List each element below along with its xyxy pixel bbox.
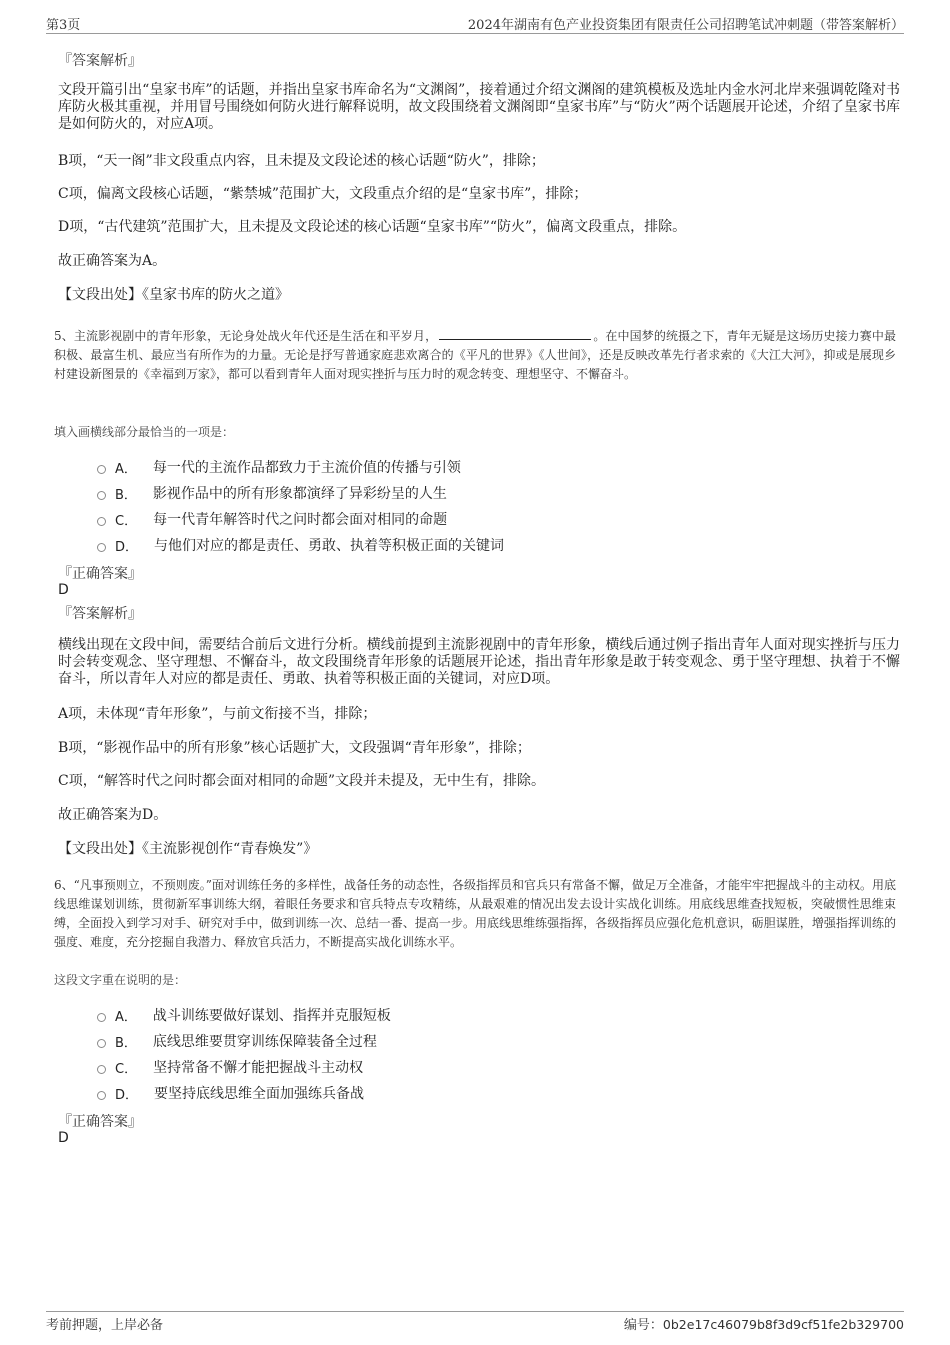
q5-conclusion: 故正确答案为D。 (58, 807, 168, 823)
q4-analysis-paragraph: 文段开篇引出“皇家书库”的话题，并指出皇家书库命名为“文渊阁”，接着通过介绍文渊阁的建筑模板及选址内金水河北岸来强调乾隆对书库防火极其重视，并用冒号围绕如何防火进行解释说明，故文段围绕着文渊阁即“皇家书库”与“防火”两个话题展开论述，介绍了皇家书库是如何防火的，对应A项。 (58, 82, 900, 132)
q4-analysis-c: C项，偏离文段核心话题，“紫禁城”范围扩大，文段重点介绍的是“皇家书库”，排除； (58, 186, 588, 202)
q6-option-a[interactable] (97, 1005, 391, 1025)
q4-conclusion: 故正确答案为A。 (58, 253, 167, 269)
fill-in-blank (439, 327, 591, 340)
option-text: 坚持常备不懈才能把握战斗主动权 (153, 1060, 364, 1076)
radio-button[interactable] (97, 491, 106, 500)
option-letter: A． (115, 1009, 137, 1025)
q6-answer-label: 『正确答案』 (58, 1114, 142, 1130)
q6-option-b[interactable] (97, 1031, 377, 1051)
q5-option-b[interactable] (97, 483, 447, 503)
option-letter: B． (115, 487, 137, 503)
code-label: 编号： (623, 1318, 663, 1333)
q5-analysis-label: 『答案解析』 (58, 606, 142, 622)
code-value: 0b2e17c46079b8f3d9cf51fe2b329700 (662, 1317, 904, 1332)
radio-button[interactable] (97, 517, 106, 526)
q5-option-a[interactable] (97, 457, 461, 477)
q5-analysis-a: A项，未体现“青年形象”，与前文衔接不当，排除； (58, 706, 377, 722)
option-text: 要坚持底线思维全面加强练兵备战 (154, 1086, 365, 1102)
q6-prompt: 这段文字重在说明的是： (54, 973, 187, 987)
document-code (624, 1314, 904, 1333)
q5-analysis-paragraph: 横线出现在文段中间，需要结合前后文进行分析。横线前提到主流影视剧中的青年形象，横线后通过例子指出青年人面对现实挫折与压力时会转变观念、坚守理想、不懈奋斗，故文段围绕青年形象的话题展开论述，指出青年形象是敢于转变观念、勇于坚守理想、执着于不懈奋斗，所以青年人对应的都是责任、勇敢、执着等积极正面的关键词，对应D项。 (58, 637, 900, 687)
option-letter: D． (115, 1087, 139, 1103)
q6-option-d[interactable] (97, 1083, 364, 1103)
q6-stem: 6、“凡事预则立，不预则废。”面对训练任务的多样性，战备任务的动态性，各级指挥员和官兵只有常备不懈，做足万全准备，才能牢牢把握战斗的主动权。用底线思维谋划训练，贯彻新军事训练大纲，着眼任务要求和官兵特点专攻精练，从最艰难的情况出发去设计实战化训练。用底线思维查找短板，突破惯性思维束缚，全面投入到学习对手、研究对手中，做到训练一次、总结一番、提高一步。用底线思维练强指挥，各级指挥员应强化危机意识，砺胆谋胜，增强指挥训练的强度、难度，充分挖掘自我潜力、释放官兵活力，不断提高实战化训练水平。 (54, 878, 896, 949)
page-number: 第3页 (46, 18, 81, 33)
radio-button[interactable] (97, 1091, 106, 1100)
q5-stem-before: 5、主流影视剧中的青年形象，无论身处战火年代还是生活在和平岁月， (54, 329, 438, 343)
option-text: 每一代的主流作品都致力于主流价值的传播与引领 (152, 460, 461, 476)
radio-button[interactable] (97, 1013, 106, 1022)
q5-source: 【文段出处】《主流影视创作“青春焕发”》 (58, 841, 318, 857)
option-text: 底线思维要贯穿训练保障装备全过程 (152, 1034, 377, 1050)
q5-answer: D (58, 582, 69, 598)
option-text: 战斗训练要做好谋划、指挥并克服短板 (152, 1008, 391, 1024)
q5-analysis-b: B项，“影视作品中的所有形象”核心话题扩大，文段强调“青年形象”，排除； (58, 740, 531, 756)
option-text: 影视作品中的所有形象都演绎了异彩纷呈的人生 (152, 486, 447, 502)
q4-analysis-d: D项，“古代建筑”范围扩大，且未提及文段论述的核心话题“皇家书库”“防火”，偏离文段重点，排除。 (58, 219, 687, 235)
option-letter: C． (115, 513, 138, 529)
q4-source: 【文段出处】《皇家书库的防火之道》 (58, 287, 289, 303)
option-letter: A． (115, 461, 137, 477)
q5-option-c[interactable] (97, 509, 447, 529)
footer-slogan: 考前押题，上岸必备 (46, 1318, 164, 1333)
radio-button[interactable] (97, 1065, 106, 1074)
header-divider (46, 33, 904, 34)
option-letter: D． (115, 539, 139, 555)
q6-answer: D (58, 1130, 69, 1146)
radio-button[interactable] (97, 1039, 106, 1048)
q5-analysis-c: C项，“解答时代之问时都会面对相同的命题”文段并未提及，无中生有，排除。 (58, 773, 546, 789)
option-letter: B． (115, 1035, 137, 1051)
q5-stem-after: 。在中国梦的统摄之下，青年无疑是这场历史接力赛中最积极、最富生机、最应当有所作为的力量。无论是抒写普通家庭悲欢离合的《平凡的世界》《人世间》，还是反映改革先行者求索的《大江大河》，抑或是展现乡村建设新图景的《幸福到万家》，都可以看到青年人面对现实挫折与压力时的观念转变、理想坚守、不懈奋斗。 (54, 329, 896, 381)
q5-stem (54, 327, 896, 384)
radio-button[interactable] (97, 543, 106, 552)
q5-answer-label: 『正确答案』 (58, 566, 142, 582)
document-title: 2024年湖南有色产业投资集团有限责任公司招聘笔试冲刺题（带答案解析） (467, 18, 904, 33)
q4-analysis-b: B项，“天一阁”非文段重点内容，且未提及文段论述的核心话题“防火”，排除； (58, 153, 545, 169)
q5-prompt: 填入画横线部分最恰当的一项是： (54, 425, 235, 439)
option-text: 每一代青年解答时代之问时都会面对相同的命题 (153, 512, 448, 528)
q6-option-c[interactable] (97, 1057, 363, 1077)
q5-option-d[interactable] (97, 535, 504, 555)
q4-analysis-label: 『答案解析』 (58, 53, 142, 69)
footer-divider (46, 1311, 904, 1312)
radio-button[interactable] (97, 465, 106, 474)
option-letter: C． (115, 1061, 138, 1077)
option-text: 与他们对应的都是责任、勇敢、执着等积极正面的关键词 (154, 538, 505, 554)
